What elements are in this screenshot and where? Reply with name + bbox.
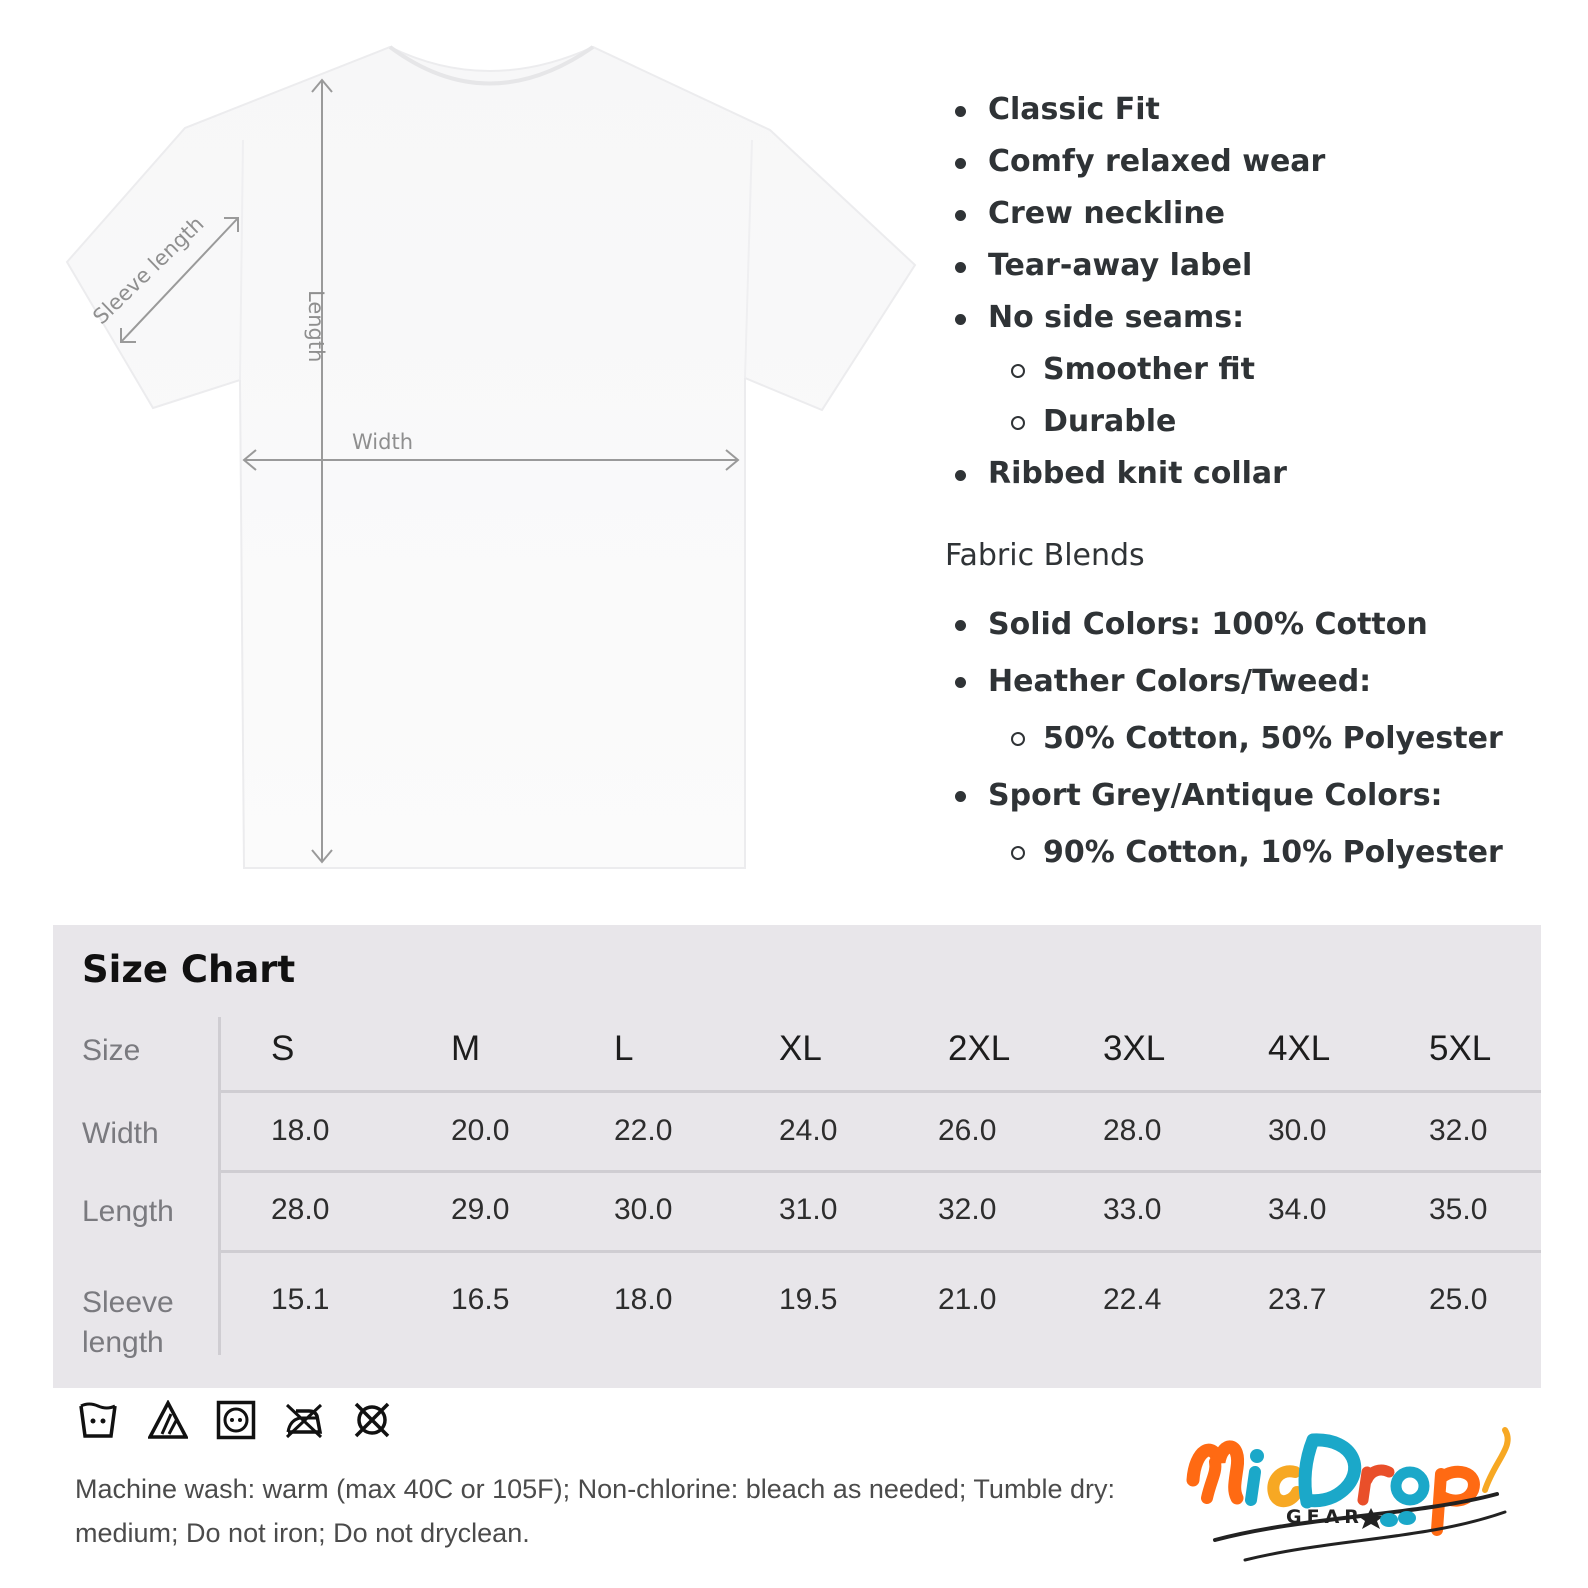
fabric-item: Heather Colors/Tweed: bbox=[955, 653, 1575, 710]
length-label: Length bbox=[304, 290, 328, 363]
table-row-divider bbox=[221, 1250, 1541, 1253]
width-cell: 26.0 bbox=[938, 1114, 997, 1147]
logo-graphic bbox=[1185, 1420, 1545, 1570]
tshirt-image bbox=[0, 0, 940, 900]
tumble-dry-medium-icon bbox=[216, 1400, 256, 1440]
width-cell: 18.0 bbox=[271, 1114, 330, 1147]
sleeve-cell: 15.1 bbox=[271, 1283, 330, 1316]
size-cell: 2XL bbox=[948, 1029, 1011, 1068]
sleeve-cell: 22.4 bbox=[1103, 1283, 1162, 1316]
feature-item: Tear-away label bbox=[955, 240, 1555, 292]
feature-item: Classic Fit bbox=[955, 84, 1555, 136]
size-chart-title: Size Chart bbox=[82, 948, 296, 991]
size-chart-panel bbox=[53, 925, 1541, 1388]
row-header-width: Width bbox=[82, 1117, 159, 1150]
sleeve-length-label: Sleeve length bbox=[88, 211, 209, 329]
sleeve-cell: 16.5 bbox=[451, 1283, 510, 1316]
size-cell: 4XL bbox=[1268, 1029, 1331, 1068]
size-cell: 5XL bbox=[1429, 1029, 1492, 1068]
width-cell: 28.0 bbox=[1103, 1114, 1162, 1147]
table-divider bbox=[218, 1017, 221, 1355]
length-cell: 33.0 bbox=[1103, 1193, 1162, 1226]
length-cell: 29.0 bbox=[451, 1193, 510, 1226]
fabric-blends-list bbox=[955, 596, 1575, 881]
feature-subitem: Smoother fit bbox=[955, 344, 1555, 396]
fabric-item: Solid Colors: 100% Cotton bbox=[955, 596, 1575, 653]
width-cell: 22.0 bbox=[614, 1114, 673, 1147]
row-header-length: Length bbox=[82, 1195, 174, 1228]
sleeve-cell: 21.0 bbox=[938, 1283, 997, 1316]
length-cell: 28.0 bbox=[271, 1193, 330, 1226]
wash-warm-icon bbox=[78, 1400, 118, 1440]
width-cell: 24.0 bbox=[779, 1114, 838, 1147]
length-cell: 30.0 bbox=[614, 1193, 673, 1226]
fabric-subitem: 50% Cotton, 50% Polyester bbox=[955, 710, 1575, 767]
length-cell: 34.0 bbox=[1268, 1193, 1327, 1226]
do-not-dryclean-icon bbox=[352, 1400, 392, 1440]
fabric-item: Sport Grey/Antique Colors: bbox=[955, 767, 1575, 824]
feature-item: Ribbed knit collar bbox=[955, 448, 1555, 500]
length-cell: 35.0 bbox=[1429, 1193, 1488, 1226]
care-icons bbox=[78, 1400, 418, 1450]
feature-item: Crew neckline bbox=[955, 188, 1555, 240]
micdrop-gear-logo bbox=[1185, 1420, 1545, 1570]
features-list bbox=[955, 84, 1555, 500]
sleeve-cell: 25.0 bbox=[1429, 1283, 1488, 1316]
feature-item: No side seams: bbox=[955, 292, 1555, 344]
size-cell: M bbox=[451, 1029, 481, 1068]
width-label: Width bbox=[352, 430, 414, 454]
feature-item: Comfy relaxed wear bbox=[955, 136, 1555, 188]
sleeve-cell: 23.7 bbox=[1268, 1283, 1327, 1316]
width-cell: 20.0 bbox=[451, 1114, 510, 1147]
fabric-blends-heading: Fabric Blends bbox=[945, 538, 1145, 573]
table-row-divider bbox=[221, 1090, 1541, 1093]
size-cell: XL bbox=[779, 1029, 822, 1068]
row-header-sleeve: Sleeve length bbox=[82, 1286, 174, 1359]
care-instructions: Machine wash: warm (max 40C or 105F); Non-chlorine: bleach as needed; Tumble dry: medium; Do not iron; Do not dryclean. bbox=[75, 1474, 1115, 1548]
size-cell: S bbox=[271, 1029, 295, 1068]
logo-gear-text: GEAR bbox=[1286, 1506, 1364, 1528]
size-cell: 3XL bbox=[1103, 1029, 1166, 1068]
length-cell: 32.0 bbox=[938, 1193, 997, 1226]
fabric-subitem: 90% Cotton, 10% Polyester bbox=[955, 824, 1575, 881]
table-row-divider bbox=[221, 1170, 1541, 1173]
feature-subitem: Durable bbox=[955, 396, 1555, 448]
sleeve-cell: 18.0 bbox=[614, 1283, 673, 1316]
row-header-size: Size bbox=[82, 1034, 141, 1067]
tshirt-diagram bbox=[0, 0, 940, 900]
sleeve-cell: 19.5 bbox=[779, 1283, 838, 1316]
width-cell: 32.0 bbox=[1429, 1114, 1488, 1147]
non-chlorine-bleach-icon bbox=[148, 1400, 188, 1440]
size-cell: L bbox=[614, 1029, 634, 1068]
do-not-iron-icon bbox=[284, 1400, 324, 1440]
length-cell: 31.0 bbox=[779, 1193, 838, 1226]
width-cell: 30.0 bbox=[1268, 1114, 1327, 1147]
